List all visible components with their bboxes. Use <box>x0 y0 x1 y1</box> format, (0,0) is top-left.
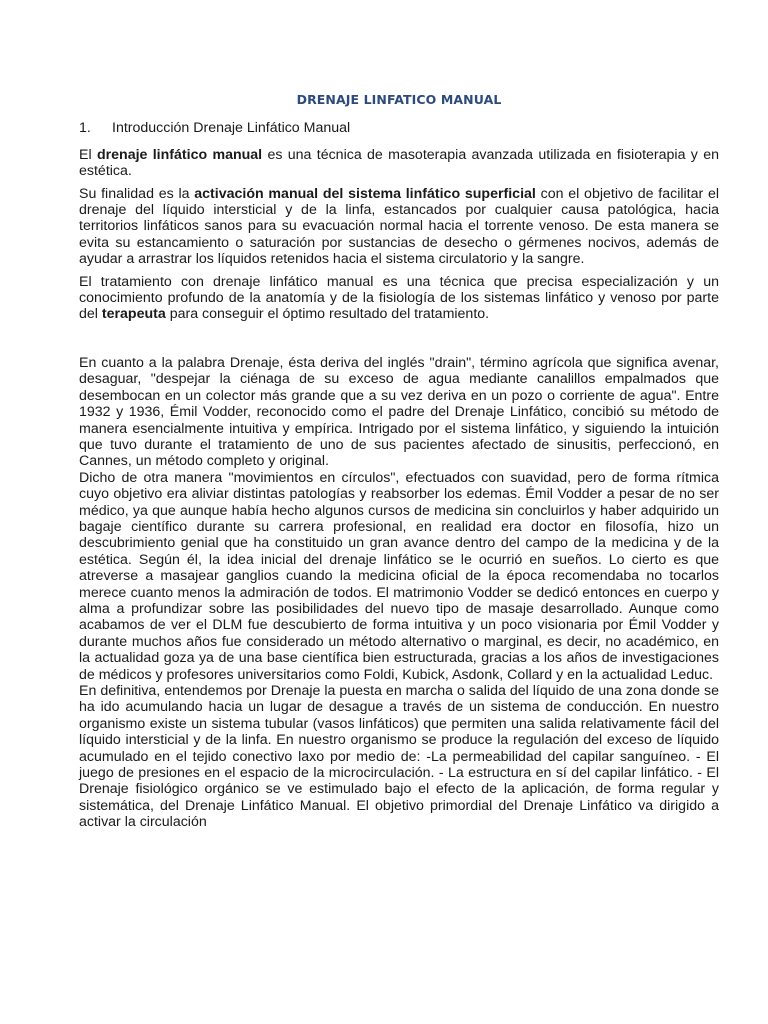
paragraph-2-bold: activación manual del sistema linfático superficial <box>194 185 536 202</box>
paragraph-4: En cuanto a la palabra Drenaje, ésta deriva del inglés "drain", término agrícola que significa avenar, desaguar, "despejar la ciénaga de su exceso de agua mediante canalillos empalmados que desembocan en un colector más grande que a su vez deriva en un pozo o corriente de agua". Entre 1932 y 1936, Émil Vodder, reconocido como el padre del Drenaje Linfático, concibió su método de manera esencialmente intuitiva y empírica. Intrigado por el sistema linfático, y siguiendo la intuición que tuvo durante el tratamiento de uno de sus pacientes afectado de sinusitis, perfeccionó, en Cannes, un método completo y original. <box>79 354 719 470</box>
paragraph-1-text-a: El <box>79 146 97 163</box>
paragraph-1-bold: drenaje linfático manual <box>96 146 263 163</box>
paragraph-5: Dicho de otra manera "movimientos en círculos", efectuados con suavidad, pero de forma rítmica cuyo objetivo era aliviar distintas patologías y reabsorber los edemas. Émil Vodder a pesar de no ser médico, ya que aunque había hecho algunos cursos de medicina sin concluirlos y haber adquirido un bagaje científico durante su carrera profesional, en realidad era doctor en filosofía, hizo un descubrimiento genial que ha constituido un gran avance dentro del campo de la medicina y de la estética. Según él, la idea inicial del drenaje linfático se le ocurrió en sueños. Lo cierto es que atreverse a masajear ganglios cuando la medicina oficial de la época recomendaba no tocarlos merece cuanto menos la admiración de todos. El matrimonio Vodder se dedicó entonces en cuerpo y alma a profundizar sobre las posibilidades del nuevo tipo de masaje desarrollado. Aunque como acabamos de ver el DLM fue descubierto de forma intuitiva y un poco visionaria por Émil Vodder y durante muchos años fue considerado un método alternativo o marginal, es decir, no académico, en la actualidad goza ya de una base científica bien estructurada, gracias a los años de investigaciones de médicos y profesores universitarios como Foldi, Kubick, Asdonk, Collard y en la actualidad Leduc. <box>79 469 719 683</box>
spacer <box>79 329 719 355</box>
paragraph-3-bold: terapeuta <box>101 306 166 323</box>
paragraph-2-text-a: Su finalidad es la <box>79 185 195 202</box>
section-number: 1. <box>79 120 91 137</box>
section-heading-text: Introducción Drenaje Linfático Manual <box>112 120 351 137</box>
paragraph-1 <box>79 147 719 180</box>
document-page <box>79 92 719 831</box>
document-title: DRENAJE LINFATICO MANUAL <box>296 92 502 107</box>
paragraph-6: En definitiva, entendemos por Drenaje la puesta en marcha o salida del líquido de una zona donde se ha ido acumulando hacia un lugar de desague a través de un sistema de conducción. En nuestro organismo existe un sistema tubular (vasos linfáticos) que permiten una salida relativamente fácil del líquido intersticial y de la linfa. En nuestro organismo se produce la regulación del exceso de líquido acumulado en el tejido conectivo laxo por medio de: -La permeabilidad del capilar sanguíneo. - El juego de presiones en el espacio de la microcirculación. - La estructura en sí del capilar linfático. - El Drenaje fisiológico orgánico se ve estimulado bajo el efecto de la aplicación, de forma regular y sistemática, del Drenaje Linfático Manual. El objetivo primordial del Drenaje Linfático va dirigido a activar la circulación <box>79 683 719 831</box>
paragraph-2-text-c: con el objetivo de facilitar el drenaje del líquido intersticial y de la linfa, estancados por cualquier causa patológica, hacia territorios linfáticos sanos para su evacuación normal hacia el torrente venoso. De esta manera se evita su estancamiento o saturación por sustancias de desecho o gérmenes nocivos, además de ayudar a arrastrar los líquidos retenidos hacia el sistema circulatorio y la sangre. <box>79 185 720 268</box>
paragraph-3-text-a: El tratamiento con drenaje linfático manual es una técnica que precisa especialización y un conocimiento profundo de la anatomía y de la fisiología de los sistemas linfático y venoso por parte del <box>79 273 719 323</box>
paragraph-3 <box>79 274 719 323</box>
section-heading <box>79 120 719 136</box>
paragraph-2 <box>79 186 719 268</box>
paragraph-1-text-c: es una técnica de masoterapia avanzada utilizada en fisioterapia y en estética. <box>79 146 719 180</box>
paragraph-3-text-c: para conseguir el óptimo resultado del tratamiento. <box>165 306 490 323</box>
